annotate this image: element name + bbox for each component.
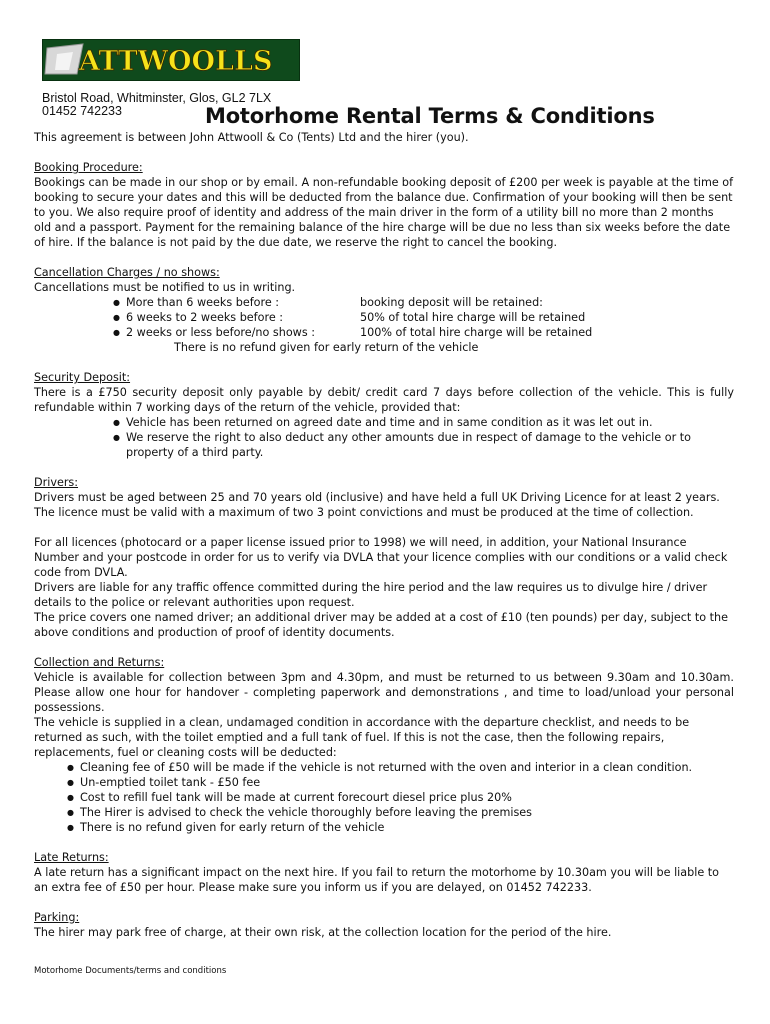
drivers-text-4: The price covers one named driver; an additional driver may be added at a cost of £10 (ten pounds) per day, subject to the above conditions and production of proof of identity documents. [34, 611, 728, 639]
late-text: A late return has a significant impact on the next hire. If you fail to return the motorhome by 10.30am you will be liable to an extra fee of £50 per hour. Please make sure you inform us if you are delayed, on 01452 742233. [34, 866, 720, 894]
booking-text: Bookings can be made in our shop or by email. A non-refundable booking deposit of £200 per week is payable at the time of booking to secure your dates and this will be deducted from the balance due. Confirmation of your booking will then be sent to you. We also require proof of identity and address of the main driver in the form of a utility bill no more than 2 months old and a passport. Payment for the remaining balance of the hire charge will be due no less than six weeks before the date of hire. If the balance is not paid by the due date, we reserve the right to cancel the booking. [34, 176, 734, 249]
list-item: ● We reserve the right to also deduct any other amounts due in respect of damage to the vehicle or to property of a third party. [34, 430, 734, 460]
drivers-heading: Drivers: [34, 476, 79, 489]
list-item: ● The Hirer is advised to check the vehicle thoroughly before leaving the premises [34, 805, 734, 820]
list-item: ● There is no refund given for early return of the vehicle [34, 820, 734, 835]
document-body [34, 130, 734, 940]
collection-list [34, 760, 734, 835]
drivers-text-3: Drivers are liable for any traffic offence committed during the hire period and the law requires us to divulge hire / driver details to the police or relevant authorities upon request. [34, 581, 708, 609]
list-item: ● 2 weeks or less before/no shows : 100% of total hire charge will be retained [34, 325, 734, 340]
cancellation-heading: Cancellation Charges / no shows: [34, 266, 220, 279]
security-heading: Security Deposit: [34, 371, 131, 384]
list-item: ● More than 6 weeks before : booking deposit will be retained: [34, 295, 734, 310]
list-item: ● Cost to refill fuel tank will be made at current forecourt diesel price plus 20% [34, 790, 734, 805]
collection-heading: Collection and Returns: [34, 656, 165, 669]
page-title: Motorhome Rental Terms & Conditions [205, 104, 655, 128]
cancellation-intro: Cancellations must be notified to us in writing. [34, 281, 296, 294]
drivers-text-1: Drivers must be aged between 25 and 70 years old (inclusive) and have held a full UK Driving Licence for at least 2 years. The licence must be valid with a maximum of two 3 point convictions and must be produced at the time of collection. [34, 491, 720, 519]
footer: Motorhome Documents/terms and conditions [34, 966, 227, 976]
parking-heading: Parking: [34, 911, 80, 924]
booking-heading: Booking Procedure: [34, 161, 143, 174]
list-item: ● 6 weeks to 2 weeks before : 50% of total hire charge will be retained [34, 310, 734, 325]
attwoolls-logo [42, 39, 300, 81]
parking-text: The hirer may park free of charge, at their own risk, at the collection location for the period of the hire. [34, 926, 612, 939]
security-list [34, 415, 734, 460]
cancellation-note: There is no refund given for early return of the vehicle [174, 341, 479, 354]
intro: This agreement is between John Attwooll & Co (Tents) Ltd and the hirer (you). [34, 131, 469, 144]
phone: 01452 742233 [42, 104, 122, 118]
late-heading: Late Returns: [34, 851, 109, 864]
collection-text-1: Vehicle is available for collection between 3pm and 4.30pm, and must be returned to us between 9.30am and 10.30am. Please allow one hour for handover - completing paperwork and demonstrations , and time to load/unload your personal possessions. [34, 671, 734, 714]
logo-text: ATTWOOLLS [79, 46, 273, 77]
cancellation-list [34, 295, 734, 340]
list-item: ● Vehicle has been returned on agreed date and time and in same condition as it was let out in. [34, 415, 734, 430]
address: Bristol Road, Whitminster, Glos, GL2 7LX [42, 91, 272, 105]
list-item: ● Un-emptied toilet tank - £50 fee [34, 775, 734, 790]
collection-text-2: The vehicle is supplied in a clean, undamaged condition in accordance with the departure checklist, and needs to be returned as such, with the toilet emptied and a full tank of fuel. If this is not the case, then the following repairs, replacements, fuel or cleaning costs will be deducted: [34, 716, 690, 759]
security-text: There is a £750 security deposit only payable by debit/ credit card 7 days before collection of the vehicle. This is fully refundable within 7 working days of the return of the vehicle, provided that: [34, 386, 734, 414]
drivers-text-2: For all licences (photocard or a paper license issued prior to 1998) we will need, in addition, your National Insurance Number and your postcode in order for us to verify via DVLA that your licence complies with our conditions or a valid check code from DVLA. [34, 536, 728, 579]
list-item: ● Cleaning fee of £50 will be made if the vehicle is not returned with the oven and interior in a clean condition. [34, 760, 734, 775]
